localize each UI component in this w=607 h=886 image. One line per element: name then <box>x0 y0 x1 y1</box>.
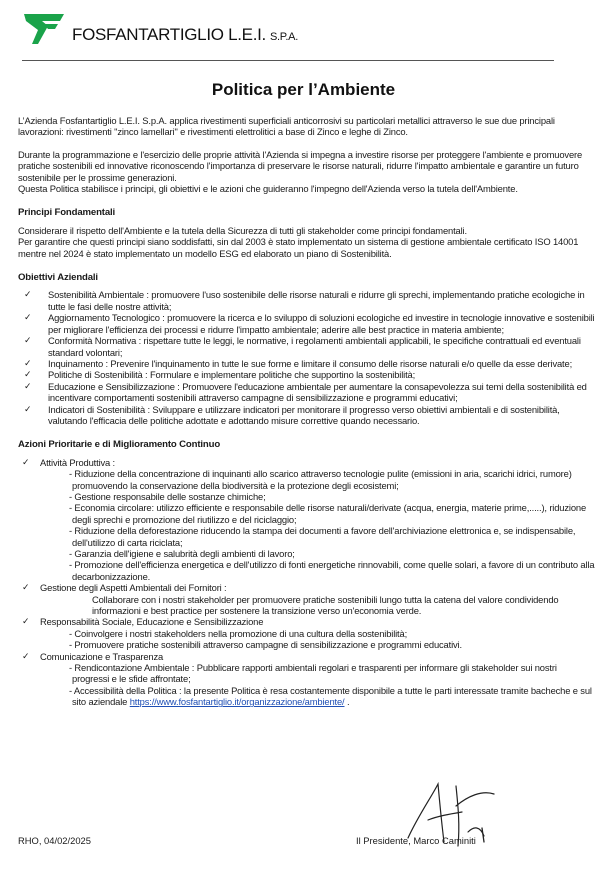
checkmark-icon: ✓ <box>24 289 32 300</box>
list-item: ✓ Aggiornamento Tecnologico : promuovere la ricerca e lo sviluppo di soluzioni ecologiche ed investire in tecnologie innovative e sostenibili per migliorare l'efficienza dei processi e ridurre l'impatto ambientale; aderire alle best practice in materia ambiente; <box>24 312 595 335</box>
list-item: ✓ Conformità Normativa : rispettare tutte le leggi, le normative, i regolamenti ambientali applicabili, le specifiche contrattuali ed eventuali standard volontari; <box>24 335 581 358</box>
header-divider <box>22 60 554 61</box>
intro-paragraph-1: L’Azienda Fosfantartiglio L.E.I. S.p.A. applica rivestimenti superficiali anticorrosivi su particolari metallici attraverso le sue due principali lavorazioni: rivestimenti "zinco lamellari" e rivestimenti elettrolitici a base di Zinco e leghe di Zinco. <box>18 115 555 138</box>
list-item: ✓ Indicatori di Sostenibilità : Sviluppare e utilizzare indicatori per monitorare il progresso verso obiettivi ambientali e di sostenibilità, valutando l'efficacia delle politiche adottate e adottando misure correttive quando necessario. <box>24 403 560 426</box>
handwritten-signature <box>398 776 508 856</box>
azione-label: Attività Produttiva : <box>40 456 116 468</box>
list-item: - Economia circolare: utilizzo efficiente e responsabile delle risorse naturali/derivate (acqua, energia, materie prime,.....), riduzione degli sprechi e promozione del riutilizzo e del riciclaggio; <box>69 502 587 525</box>
checkmark-icon: ✓ <box>24 380 32 391</box>
checkmark-icon: ✓ <box>24 369 32 380</box>
list-item: - Accessibilità della Politica : la presente Politica è resa costantemente disponibile a tutte le parti interessate tramite bacheche e sul sito aziendale https://www.fosfantartiglio.it/organizzazione/ambiente/ . <box>69 684 592 708</box>
list-item: ✓ Politiche di Sostenibilità : Formulare e implementare politiche che supportino la sostenibilità; <box>24 369 416 381</box>
checkmark-icon: ✓ <box>24 312 32 323</box>
azione-label: Gestione degli Aspetti Ambientali dei Fornitori : <box>40 582 227 594</box>
azioni-title: Azioni Prioritarie e di Miglioramento Continuo <box>18 439 221 451</box>
letterhead <box>22 12 562 52</box>
policy-website-link[interactable]: https://www.fosfantartiglio.it/organizzazione/ambiente/ <box>129 696 345 708</box>
checkmark-icon: ✓ <box>22 650 30 661</box>
checkmark-icon: ✓ <box>22 456 30 467</box>
azione-comunicazione <box>18 651 596 708</box>
intro-paragraph-2: Durante la programmazione e l'esercizio delle proprie attività l'Azienda si impegna a investire risorse per proteggere l'ambiente e promuovere pratiche sostenibili ed innovative riconoscendo l'importanza di preservare le risorse naturali, ridurre l'impatto ambientale e garantire un futuro sostenibile per le prossime generazioni. <box>18 148 583 183</box>
document-title: Politica per l’Ambiente <box>211 80 396 99</box>
azioni-list <box>18 457 596 708</box>
signatory-label: Il Presidente, Marco Caminiti <box>356 835 476 846</box>
list-item: ✓ Sostenibilità Ambientale : promuovere l'uso sostenibile delle risorse naturali e ridurre gli sprechi, implementando pratiche ecologiche in tutte le fasi delle nostre attività; <box>24 289 585 312</box>
azione-responsabilita <box>18 616 596 650</box>
list-item: - Promozione dell'efficienza energetica e dell'utilizzo di fonti energetiche rinnovabili, come quelle solari, a favore di un contributo alla decarbonizzazione. <box>69 559 595 582</box>
obiettivi-list <box>18 289 596 426</box>
list-item: ✓ Inquinamento : Prevenire l'inquinamento in tutte le sue forme e limitare il consumo delle risorse naturali e/o quelle da esse derivate; <box>24 357 573 369</box>
principi-paragraph-2: Per garantire che questi principi siano soddisfatti, sin dal 2003 è stato implementato un sistema di gestione ambientale certificato ISO 14001 mentre nel 2024 è stato implementato un modello ESG ed elaborato un piano di Sostenibilità. <box>18 236 579 259</box>
azione-fornitori <box>18 582 596 616</box>
checkmark-icon: ✓ <box>22 582 30 593</box>
list-item: - Riduzione della deforestazione riducendo la stampa dei documenti a favore dell'archiviazione elettronica e, se indispensabile, dell'utilizzo di carta riciclata; <box>69 525 576 548</box>
principi-title: Principi Fondamentali <box>18 207 116 219</box>
company-name: FOSFANTARTIGLIO L.E.I. S.P.A. <box>72 25 298 44</box>
list-item: - Coinvolgere i nostri stakeholders nella promozione di una cultura della sostenibilità; <box>69 627 408 639</box>
principi-paragraph-1: Considerare il rispetto dell'Ambiente e la tutela della Sicurezza di tutti gli stakeholder come principi fondamentali. <box>18 224 467 236</box>
list-item: - Riduzione della concentrazione di inquinanti allo scarico attraverso tecnologie pulite (emissioni in aria, scarichi idrici, rumore) promuovendo la conservazione della biodiversità e la protezione degli ecosistemi; <box>69 468 572 491</box>
list-item: - Garanzia dell'igiene e salubrità degli ambienti di lavoro; <box>69 548 295 559</box>
intro-paragraph-3: Questa Politica stabilisce i principi, gli obiettivi e le azioni che guideranno l'impegno dell'Azienda verso la tutela dell'Ambiente. <box>18 183 518 195</box>
checkmark-icon: ✓ <box>24 403 32 414</box>
comunicazione-sublist <box>40 662 596 708</box>
checkmark-icon: ✓ <box>24 335 32 346</box>
document-body <box>18 115 596 708</box>
company-logo <box>22 12 66 46</box>
checkmark-icon: ✓ <box>24 357 32 368</box>
document-date: RHO, 04/02/2025 <box>18 835 91 846</box>
list-item: - Gestione responsabile delle sostanze chimiche; <box>69 490 266 502</box>
responsabilita-sublist <box>40 628 596 651</box>
azione-label: Responsabilità Sociale, Educazione e Sensibilizzazione <box>40 616 264 628</box>
list-item: - Rendicontazione Ambientale : Pubblicare rapporti ambientali regolari e trasparenti per informare gli stakeholder sui nostri progressi e le sfide affrontate; <box>69 662 557 685</box>
azione-attivita-produttiva <box>18 457 596 582</box>
azione-label: Comunicazione e Trasparenza <box>40 650 164 662</box>
attivita-sublist <box>40 468 596 582</box>
fornitori-text: Collaborare con i nostri stakeholder per promuovere pratiche sostenibili lungo tutta la catena del valore condividendo informazioni e best practice per sostenere la transizione verso un'economia verde. <box>92 593 559 617</box>
obiettivi-title: Obiettivi Aziendali <box>18 272 98 284</box>
list-item: ✓ Educazione e Sensibilizzazione : Promuovere l'educazione ambientale per aumentare la consapevolezza sui temi della sostenibilità ed incentivare comportamenti sostenibili attraverso campagne di sensibilizzazione e programmi educativi; <box>24 380 587 404</box>
checkmark-icon: ✓ <box>22 616 30 627</box>
list-item: - Promuovere pratiche sostenibili attraverso campagne di sensibilizzazione e programmi educativi. <box>69 639 462 651</box>
